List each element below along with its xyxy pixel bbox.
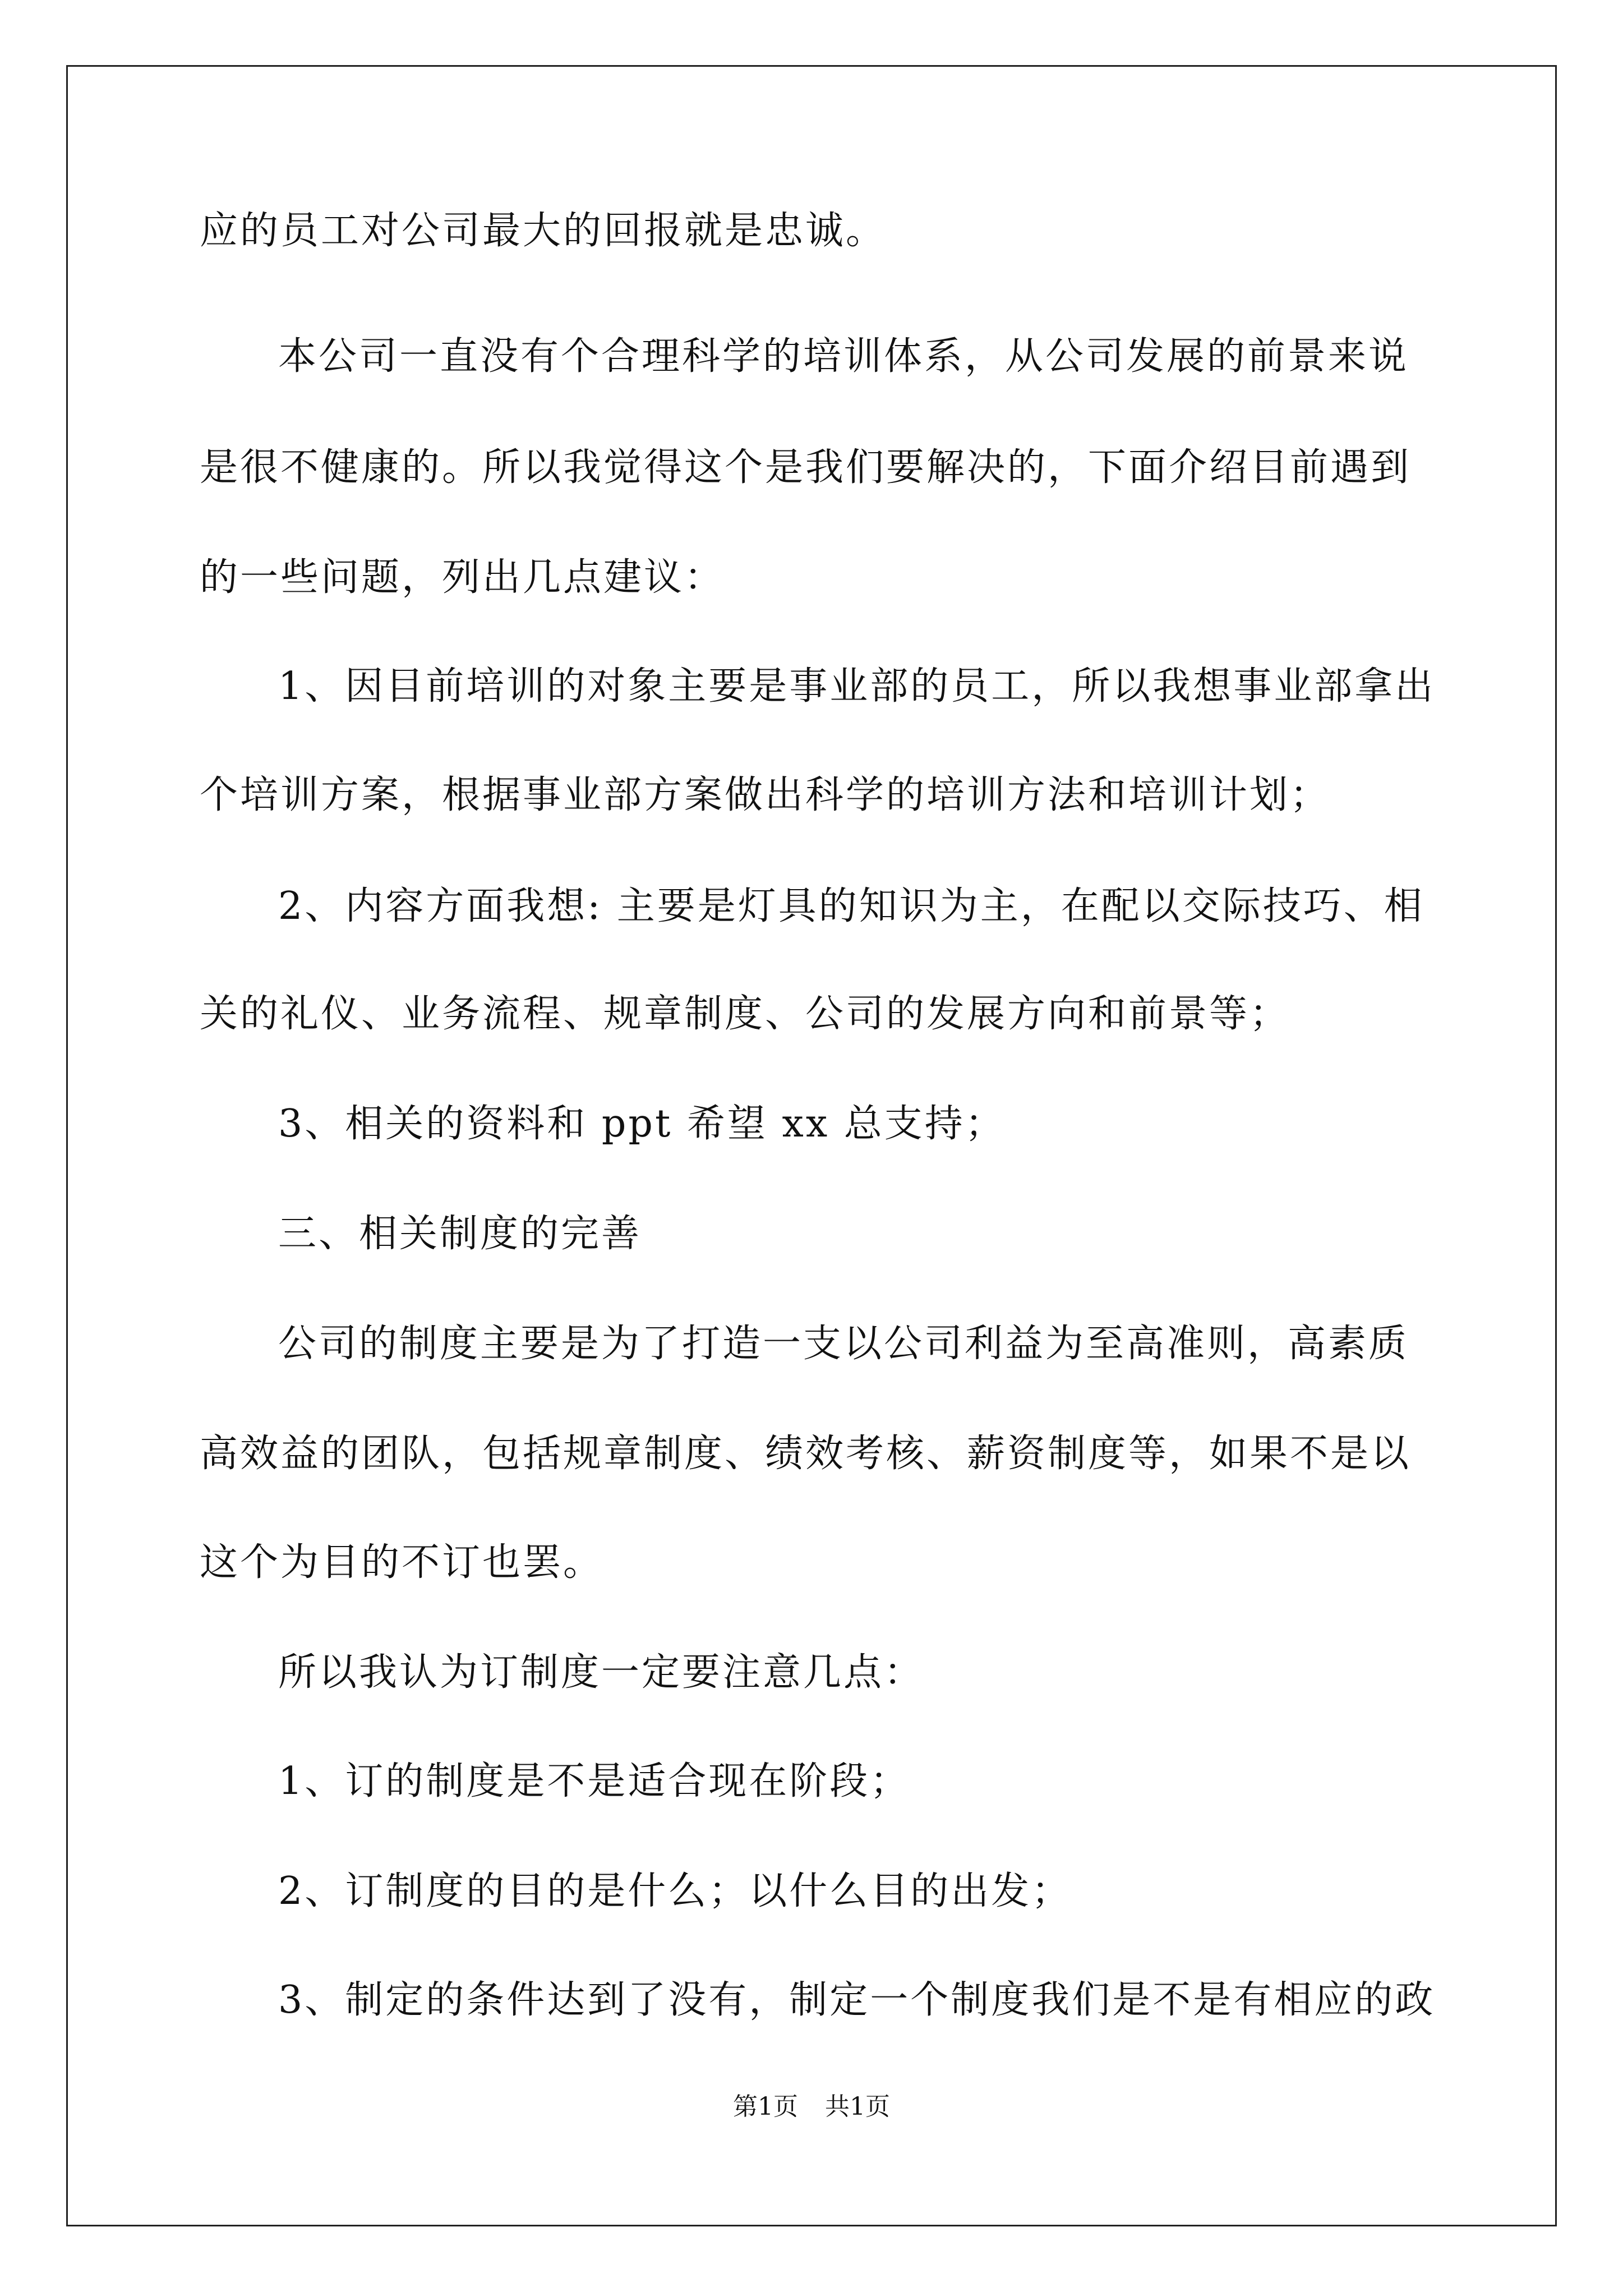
text-line: 所以我认为订制度一定要注意几点： (278, 1650, 925, 1695)
text-line: 这个为目的不订也罢。 (200, 1540, 604, 1585)
text-line: 高效益的团队，包括规章制度、绩效考核、薪资制度等，如果不是以 (200, 1432, 1412, 1476)
text-line: 2、内容方面我想: 主要是灯具的知识为主，在配以交际技巧、相 (278, 884, 1424, 928)
page-number-current: 第1页 (733, 2092, 798, 2121)
text-line: 1、因目前培训的对象主要是事业部的员工，所以我想事业部拿出 (278, 664, 1436, 708)
text-line: 的一些问题，列出几点建议： (200, 555, 725, 600)
text-line: 1、订的制度是不是适合现在阶段； (278, 1759, 911, 1803)
text-line: 个培训方案，根据事业部方案做出科学的培训方法和培训计划； (200, 773, 1331, 817)
text-line: 2、订制度的目的是什么；以什么目的出发； (278, 1869, 1072, 1913)
page-number-total: 共1页 (825, 2092, 890, 2121)
section-heading: 三、相关制度的完善 (278, 1212, 642, 1256)
text-line: 3、制定的条件达到了没有，制定一个制度我们是不是有相应的政 (278, 1978, 1436, 2022)
text-line: 是很不健康的。所以我觉得这个是我们要解决的，下面介绍目前遇到 (200, 445, 1412, 490)
text-line: 本公司一直没有个合理科学的培训体系，从公司发展的前景来说 (278, 334, 1409, 379)
page-footer (0, 2091, 1623, 2123)
text-line: 关的礼仪、业务流程、规章制度、公司的发展方向和前景等； (200, 992, 1290, 1036)
text-line: 3、相关的资料和 ppt 希望 xx 总支持； (278, 1102, 1006, 1146)
text-line: 公司的制度主要是为了打造一支以公司利益为至高准则，高素质 (278, 1322, 1409, 1366)
text-line: 应的员工对公司最大的回报就是忠诚。 (200, 209, 887, 253)
